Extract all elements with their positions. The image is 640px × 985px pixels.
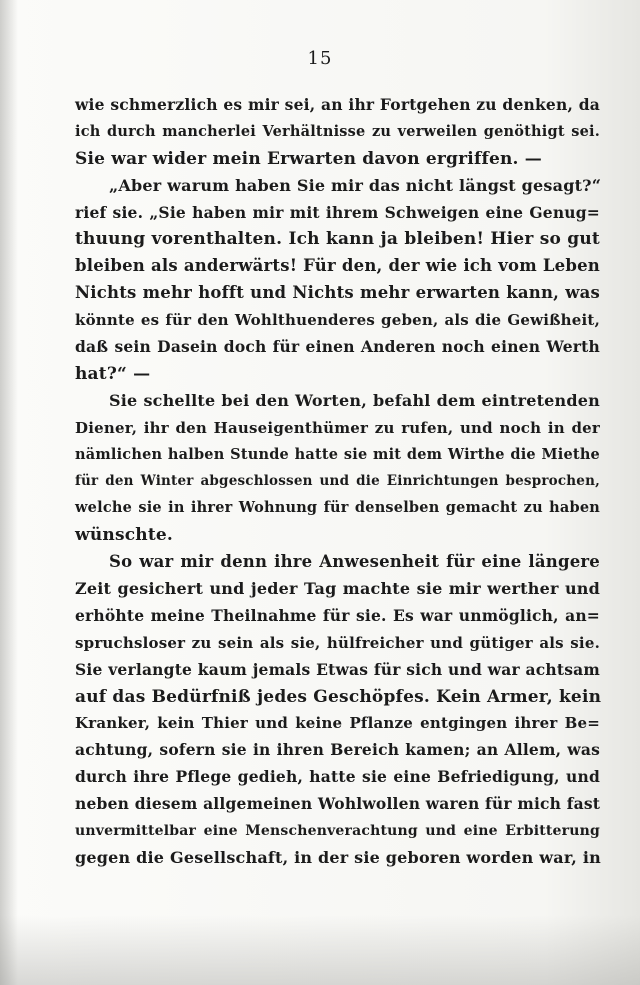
text-line: wünschte.: [75, 525, 174, 546]
text-line: ich durch mancherlei Verhältnisse zu verweilen genöthigt sei.: [75, 122, 600, 140]
page-gutter-shadow: [0, 0, 18, 985]
text-line: Kranker, kein Thier und keine Pflanze entgingen ihrer Be=: [75, 714, 600, 733]
text-line: Nichts mehr hofft und Nichts mehr erwarten kann, was: [75, 283, 600, 303]
text-line: gegen die Gesellschaft, in der sie geboren worden war, in: [75, 847, 601, 867]
text-line: Zeit gesichert und jeder Tag machte sie mir werther und: [75, 579, 600, 599]
page-number: 15: [307, 48, 333, 69]
text-line: neben diesem allgemeinen Wohlwollen waren für mich fast: [75, 794, 601, 814]
text-line: Sie schellte bei den Worten, befahl dem eintretenden: [109, 390, 600, 410]
text-line: könnte es für den Wohlthuenderes geben, als die Gewißheit,: [75, 311, 600, 330]
text-line: wie schmerzlich es mir sei, an ihr Fortgehen zu denken, da: [75, 95, 600, 114]
text-line: unvermittelbar eine Menschenverachtung und eine Erbitterung: [75, 823, 600, 840]
text-line: Sie war wider mein Erwarten davon ergriffen. —: [75, 148, 542, 169]
text-line: erhöhte meine Theilnahme für sie. Es war unmöglich, an=: [75, 605, 600, 625]
text-line: nämlichen halben Stunde hatte sie mit dem Wirthe die Miethe: [75, 445, 600, 463]
text-line: durch ihre Pflege gedieh, hatte sie eine Befriedigung, und: [75, 767, 600, 787]
text-line: Sie verlangte kaum jemals Etwas für sich und war achtsam: [75, 659, 600, 679]
text-line: welche sie in ihrer Wohnung für denselben gemacht zu haben: [75, 499, 600, 517]
text-line: „Aber warum haben Sie mir das nicht längst gesagt?“: [109, 175, 602, 195]
text-line: So war mir denn ihre Anwesenheit für eine längere: [109, 552, 600, 572]
text-line: hat?“ —: [75, 363, 151, 384]
text-line: achtung, sofern sie in ihren Bereich kamen; an Allem, was: [75, 740, 600, 760]
text-line: thuung vorenthalten. Ich kann ja bleiben! Hier so gut: [75, 229, 600, 250]
text-line: daß sein Dasein doch für einen Anderen noch einen Werth: [75, 337, 600, 357]
text-line: bleiben als anderwärts! Für den, der wie ich vom Leben: [75, 256, 600, 276]
text-line: rief sie. „Sie haben mir mit ihrem Schweigen eine Genug=: [75, 202, 600, 222]
text-line: spruchsloser zu sein als sie, hülfreicher und gütiger als sie.: [75, 633, 600, 652]
body-text: [75, 92, 600, 872]
page-bottom-shadow: [0, 915, 640, 985]
text-line: Diener, ihr den Hauseigenthümer zu rufen, und noch in der: [75, 418, 600, 437]
text-line: auf das Bedürfniß jedes Geschöpfes. Kein Armer, kein: [75, 686, 602, 707]
text-line: für den Winter abgeschlossen und die Einrichtungen besprochen,: [75, 473, 600, 490]
